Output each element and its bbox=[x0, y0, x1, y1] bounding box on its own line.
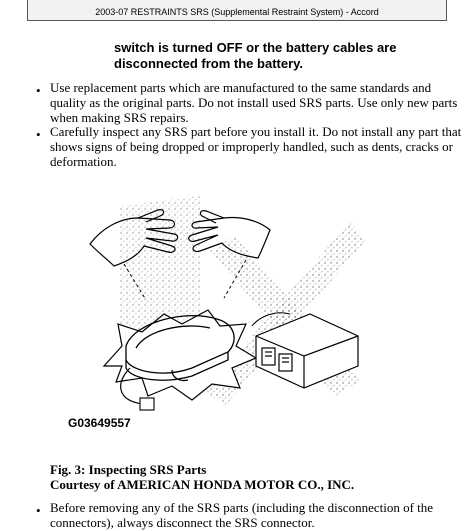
page-header bbox=[27, 0, 447, 21]
figure-caption: Fig. 3: Inspecting SRS Parts bbox=[50, 462, 207, 477]
bullet-icon: • bbox=[36, 503, 41, 518]
bullet-2-line-1: Carefully inspect any SRS part before you install it. Do not install any part that bbox=[50, 124, 462, 139]
header-title: 2003-07 RESTRAINTS SRS (Supplemental Restraint System) - Accord bbox=[95, 7, 379, 17]
warning-line-1: switch is turned OFF or the battery cables are bbox=[114, 40, 397, 55]
bullet-1-line-2: quality as the original parts. Do not install used SRS parts. Use only new parts bbox=[50, 95, 458, 110]
bullet-2-line-3: deformation. bbox=[50, 154, 117, 169]
figure-courtesy: Courtesy of AMERICAN HONDA MOTOR CO., INC. bbox=[50, 477, 355, 492]
warning-line-2: disconnected from the battery. bbox=[114, 56, 304, 71]
bullet-3-line-1: Before removing any of the SRS parts (including the disconnection of the bbox=[50, 500, 434, 515]
bullet-1-line-3: when making SRS repairs. bbox=[50, 110, 189, 125]
srs-inspection-illustration bbox=[60, 196, 370, 436]
bullet-2-line-2: shows signs of being dropped or improperly handled, such as dents, cracks or bbox=[50, 139, 453, 154]
bullet-1-line-1: Use replacement parts which are manufactured to the same standards and bbox=[50, 80, 432, 95]
figure-code: G03649557 bbox=[68, 416, 131, 430]
bullet-3-line-2: connectors), always disconnect the SRS connector. bbox=[50, 515, 315, 530]
bullet-icon: • bbox=[36, 127, 41, 142]
bullet-icon: • bbox=[36, 83, 41, 98]
